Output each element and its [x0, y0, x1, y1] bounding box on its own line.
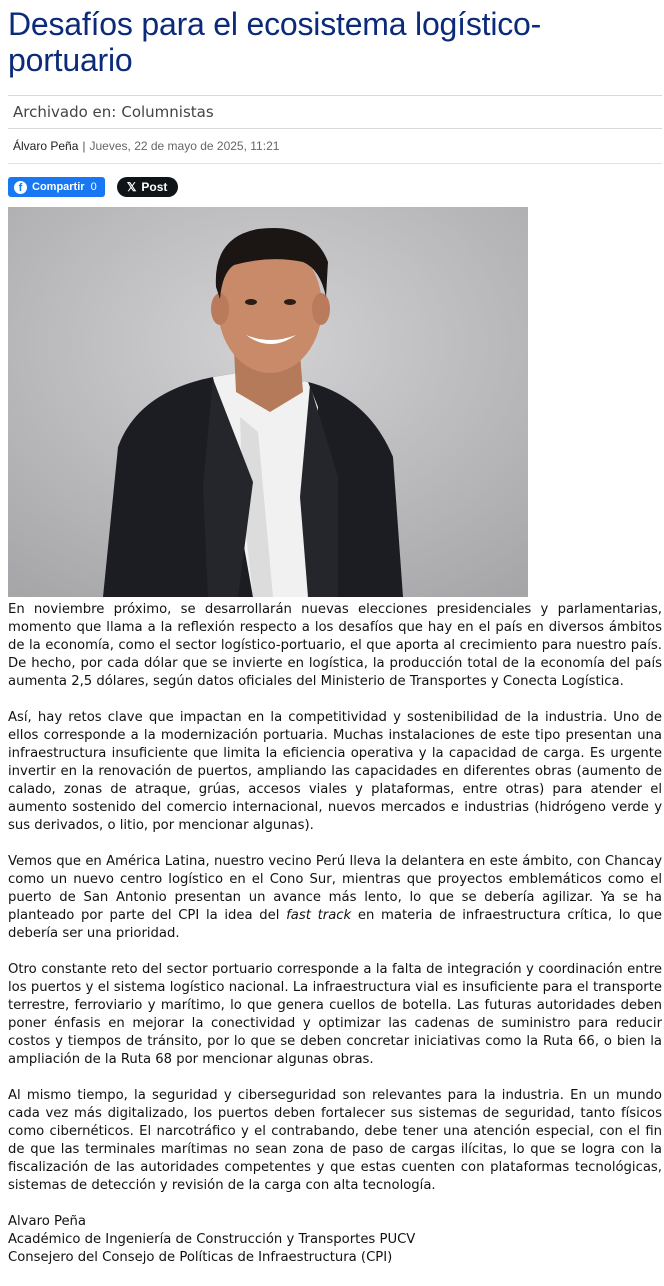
archived-category-link[interactable]: Columnistas — [121, 103, 214, 121]
archived-label: Archivado en: — [13, 103, 117, 121]
x-post-label: Post — [141, 180, 168, 194]
author-photo — [8, 207, 528, 597]
signature-role: Consejero del Consejo de Políticas de Infraestructura (CPI) — [8, 1250, 393, 1265]
signature-role: Académico de Ingeniería de Construcción y Transportes PUCV — [8, 1232, 416, 1247]
paragraph-text: en materia de infraestructura crítica, lo que debería ser una prioridad. — [8, 908, 662, 941]
x-icon: 𝕏 — [126, 180, 137, 194]
publish-date: Jueves, 22 de mayo de 2025, 11:21 — [89, 139, 280, 153]
author-name[interactable]: Álvaro Peña — [13, 139, 79, 153]
facebook-icon: f — [14, 181, 27, 194]
article-title: Desafíos para el ecosistema logístico-portuario — [8, 6, 542, 78]
article-paragraph — [8, 853, 662, 943]
article-paragraph: En noviembre próximo, se desarrollarán nuevas elecciones presidenciales y parlamentarias, momento que llama a la reflexión respecto a los desafíos que hay en el país en diversos ámbitos de la economía, como el sector logístico-portuario, el que aporta al crecimiento para nuestro país. De hecho, por cada dólar que se invierte en logística, la producción total de la economía del país aumenta 2,5 dólares, según datos oficiales del Ministerio de Transportes y Conecta Logística. — [8, 602, 662, 689]
signature — [8, 1213, 662, 1267]
byline-separator: | — [82, 139, 86, 153]
article-container — [8, 0, 662, 1267]
signature-name: Alvaro Peña — [8, 1214, 86, 1229]
article-paragraph: Otro constante reto del sector portuario corresponde a la falta de integración y coordinación entre los puertos y el sistema logístico nacional. La infraestructura vial es insuficiente para el transporte terrestre, ferroviario y marítimo, lo que genera cuellos de botella. Las futuras autoridades deben poner énfasis en mejorar la conectividad y optimizar las cadenas de suministro para reducir costos y tiempos de tránsito, por lo que se deben concretar iniciativas como la Ruta 66, o bien la ampliación de la Ruta 68 por mencionar algunas obras. — [8, 962, 662, 1067]
facebook-share-label: Compartir — [32, 181, 85, 193]
facebook-share-count: 0 — [90, 181, 97, 193]
article-paragraph: Al mismo tiempo, la seguridad y ciberseguridad son relevantes para la industria. En un mundo cada vez más digitalizado, los puertos deben fortalecer sus sistemas de seguridad, tanto físicos como cibernéticos. El narcotráfico y el contrabando, debe tener una atención especial, con el fin de que las terminales marítimas no sean zona de paso de cargas ilícitas, lo que se logra con la fiscalización de las autoridades competentes y que estas cuenten con plataformas tecnológicas, sistemas de detección y revisión de la carga con alta tecnología. — [8, 1088, 662, 1193]
facebook-share-button[interactable] — [8, 177, 105, 197]
article-paragraph: Así, hay retos clave que impactan en la competitividad y sostenibilidad de la industria. Uno de ellos corresponde a la modernización portuaria. Muchas instalaciones de este tipo presentan una infraestructura insuficiente que limita la eficiencia operativa y la capacidad de carga. Es urgente invertir en la renovación de puertos, ampliando las capacidades en diferentes obras (aumento de calado, zonas de atraque, grúas, accesos viales y plataformas, entre otras) para atender el aumento sostenido del comercio internacional, nuevos mercados e industrias (hidrógeno verde y sus derivados, o litio, por mencionar algunas). — [8, 710, 662, 833]
article-body — [8, 601, 662, 1195]
emphasized-text: fast track — [286, 908, 352, 923]
share-buttons — [8, 176, 662, 198]
paragraph-text: Vemos que en América Latina, nuestro vecino Perú lleva la delantera en este ámbito, con Chancay como un nuevo centro logístico en el Cono Sur, mientras que proyectos emblemáticos como el puerto de San Antonio presentan un avance más lento, lo que se debería agilizar. Ya se ha planteado por parte del CPI la idea del — [8, 854, 662, 923]
x-post-button[interactable] — [117, 177, 179, 197]
byline — [8, 129, 662, 164]
archive-bar — [8, 95, 662, 129]
